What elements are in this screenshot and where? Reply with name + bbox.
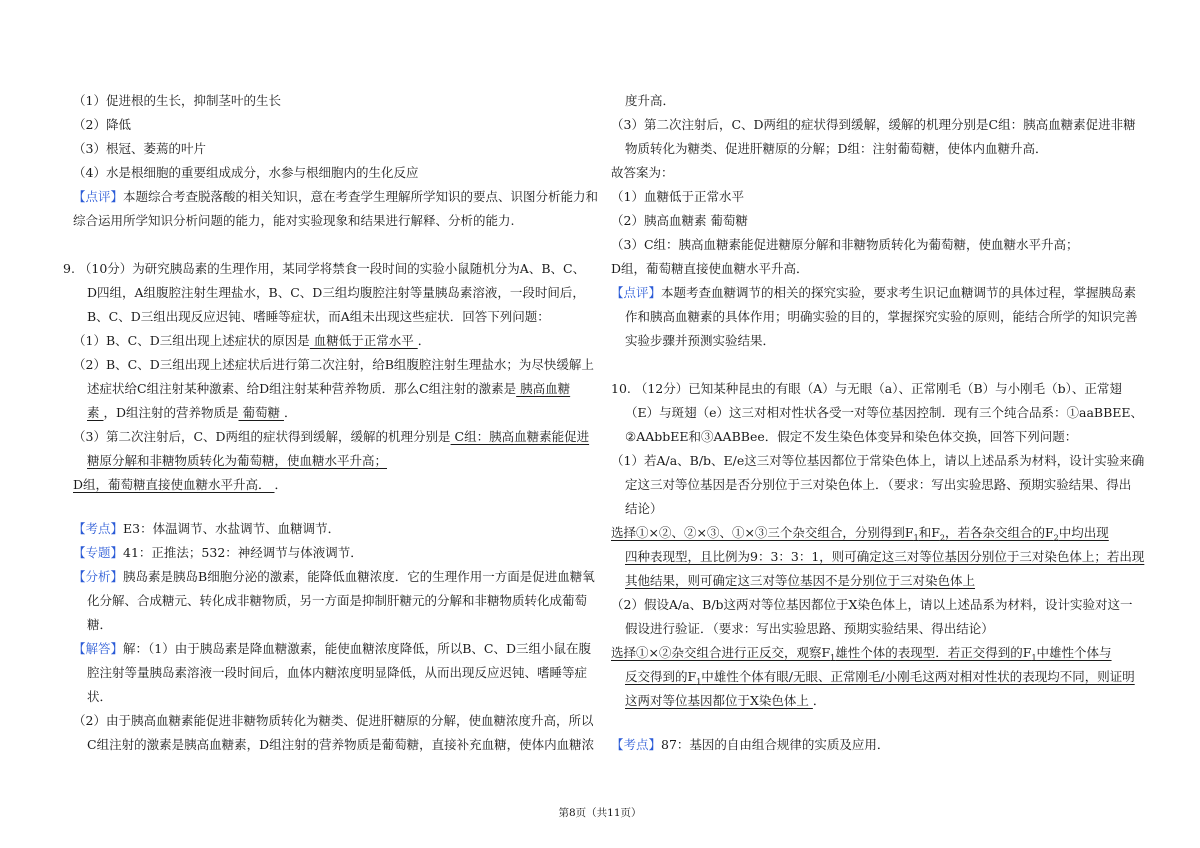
q10-answer-1-line-3: 其他结果，则可确定这三对等位基因不是分别位于三对染色体上 [625,573,976,588]
fenxi-tag: 【分析】 [73,569,124,584]
q10-answer-2-line-1: 选择①×②杂交组合进行正反交，观察$F_1$雄性个体的表现型．若正交得到的$F_1$中雄性个体与 [611,645,1112,663]
kaodian-line: 【考点】E3：体温调节、水盐调节、血糖调节． [73,521,341,536]
q10-answer-2-line-2: 反交得到的$F_1$中雄性个体有眼/无眼、正常刚毛/小刚毛这两对相对性状的表现均不同，则证明 [625,669,1135,687]
q9-part-2-line-3: 素 ，D组注射的营养物质是 葡萄糖 ． [87,405,297,420]
q10-part-1-line-1: （1）若A/a、B/b、E/e这三对等位基因都位于常染色体上，请以上述品系为材料，设计实验来确 [611,453,1145,468]
answer-heading: 故答案为： [611,165,674,180]
answer-2: （2）胰高血糖素 葡萄糖 [611,213,748,228]
q8-answer-1: （1）促进根的生长，抑制茎叶的生长 [73,93,281,108]
q10-stem-1: 10. （12分）已知某种昆虫的有眼（A）与无眼（a）、正常刚毛（B）与小刚毛（b）、正常翅 [611,381,1122,396]
q9-part-2-line-1: （2）B、C、D三组出现上述症状后进行第二次注射，给B组腹腔注射生理盐水；为尽快缓解上 [73,357,594,372]
zhuanti-line: 【专题】41：正推法；532：神经调节与体液调节． [73,545,363,560]
jieda-cont-2: （3）第二次注射后，C、D两组的症状得到缓解，缓解的机理分别是C组：胰高血糖素促进非糖 [611,117,1136,132]
q9-stem-2: D四组，A组腹腔注射生理盐水，B、C、D三组均腹腔注射等量胰岛素溶液，一段时间后， [87,285,585,300]
q8-answer-4: （4）水是根细胞的重要组成成分，水参与根细胞内的生化反应 [73,165,419,180]
q10-stem-2: （E）与斑翅（e）这三对相对性状各受一对等位基因控制．现有三个纯合品系：①aaBBEE、 [625,405,1144,420]
jieda-line-5: C组注射的激素是胰高血糖素，D组注射的营养物质是葡萄糖，直接补充血糖，使体内血糖浓 [87,737,595,752]
q8-answer-2: （2）降低 [73,117,131,132]
q9-stem-1: 9. （10分）为研究胰岛素的生理作用，某同学将禁食一段时间的实验小鼠随机分为A、B、C、 [63,261,586,276]
fenxi-line-3: 糖． [87,617,113,632]
comment-line-2: 综合运用所学知识分析问题的能力，能对实验现象和结果进行解释、分析的能力. [73,213,515,228]
comment-line-1: 【点评】本题综合考查脱落酸的相关知识，意在考查学生理解所学知识的要点、识图分析能力和 [73,189,599,204]
answer-blank: 血糖低于正常水平 [309,333,418,348]
kaodian-tag: 【考点】 [611,737,662,752]
comment-line-3: 实验步骤并预测实验结果． [625,333,776,348]
jieda-cont-1: 度升高． [625,93,676,108]
jieda-line-2: 腔注射等量胰岛素溶液一段时间后，血体内糖浓度明显降低，从而出现反应迟钝、嗜睡等症 [87,665,588,680]
jieda-tag: 【解答】 [73,641,124,656]
q10-part-1-line-2: 定这三对等位基因是否分别位于三对染色体上．（要求：写出实验思路、预期实验结果、得出 [625,477,1132,492]
zhuanti-tag: 【专题】 [73,545,124,560]
q10-answer-1-line-1: 选择①×②、②×③、①×③三个杂交组合，分别得到$F_1$和$F_2$，若各杂交组合的$F_2$中均出现 [611,525,1109,543]
q10-part-2-line-1: （2）假设A/a、B/b这两对等位基因都位于X染色体上，请以上述品系为材料，设计实验对这一 [611,597,1133,612]
answer-blank: 葡萄糖 [238,405,284,420]
answer-3-cont: D组，葡萄糖直接使血糖水平升高． [611,261,809,276]
q9-stem-3: B、C、D三组出现反应迟钝、嗜睡等症状，而A组未出现这些症状．回答下列问题： [87,309,550,324]
jieda-line-4: （2）由于胰高血糖素能促进非糖物质转化为糖类、促进肝糖原的分解，使血糖浓度升高，所以 [73,713,594,728]
q10-answer-1-line-2: 四种表现型，且比例为9：3：3：1，则可确定这三对等位基因分别位于三对染色体上；若出现 [625,549,1145,564]
kaodian-tag: 【考点】 [73,521,124,536]
q10-answer-2-line-3: 这两对等位基因都位于X染色体上 ． [625,693,826,708]
jieda-line-3: 状． [87,689,113,704]
comment-line-1: 【点评】本题考查血糖调节的相关的探究实验，要求考生识记血糖调节的具体过程，掌握胰岛素 [611,285,1137,300]
answer-blank: C组：胰高血糖素能促进 [450,429,590,444]
q10-stem-3: ②AAbbEE和③AABBee．假定不发生染色体变异和染色体交换，回答下列问题： [625,429,1078,444]
kaodian-line: 【考点】87：基因的自由组合规律的实质及应用． [611,737,890,752]
answer-3: （3）C组：胰高血糖素能促进糖原分解和非糖物质转化为葡萄糖，使血糖水平升高； [611,237,1079,252]
comment-line-2: 作和胰高血糖素的具体作用；明确实验的目的，掌握探究实验的原则，能结合所学的知识完善 [625,309,1138,324]
answer-blank: D组，葡萄糖直接使血糖水平升高． [73,477,275,492]
q9-part-2-line-2: 述症状给C组注射某种激素、给D组注射某种营养物质．那么C组注射的激素是 胰高血糖 [87,381,571,396]
q10-part-1-line-3: 结论） [625,501,663,516]
q9-part-1: （1）B、C、D三组出现上述症状的原因是 血糖低于正常水平 ． [73,333,431,348]
q9-part-3-line-2 [87,453,387,469]
q9-part-3-line-1: （3）第二次注射后，C、D两组的症状得到缓解，缓解的机理分别是 C组：胰高血糖素能促进 [73,429,590,444]
q9-part-3-line-3: D组，葡萄糖直接使血糖水平升高． ． [73,477,288,492]
answer-blank: 胰高血糖 [516,381,571,396]
q10-part-2-line-2: 假设进行验证．（要求：写出实验思路、预期实验结果、得出结论） [625,621,994,636]
answer-blank: 素 [87,405,104,420]
fenxi-line-1: 【分析】胰岛素是胰岛B细胞分泌的激素，能降低血糖浓度．它的生理作用一方面是促进血糖氧 [73,569,595,584]
answer-1: （1）血糖低于正常水平 [611,189,744,204]
jieda-cont-3: 物质转化为糖类、促进肝糖原的分解；D组：注射葡萄糖，使体内血糖升高． [625,141,1048,156]
fenxi-line-2: 化分解、合成糖元、转化成非糖物质，另一方面是抑制肝糖元的分解和非糖物质转化成葡萄 [87,593,588,608]
jieda-line-1: 【解答】解：（1）由于胰岛素是降血糖激素，能使血糖浓度降低，所以B、C、D三组小鼠在腹 [73,641,591,656]
answer-blank: 糖原分解和非糖物质转化为葡萄糖，使血糖水平升高； [87,453,388,468]
q8-answer-3: （3）根冠、萎蔫的叶片 [73,141,206,156]
comment-tag: 【点评】 [73,189,124,204]
comment-tag: 【点评】 [611,285,662,300]
page-footer: 第8页（共11页） [558,807,642,819]
